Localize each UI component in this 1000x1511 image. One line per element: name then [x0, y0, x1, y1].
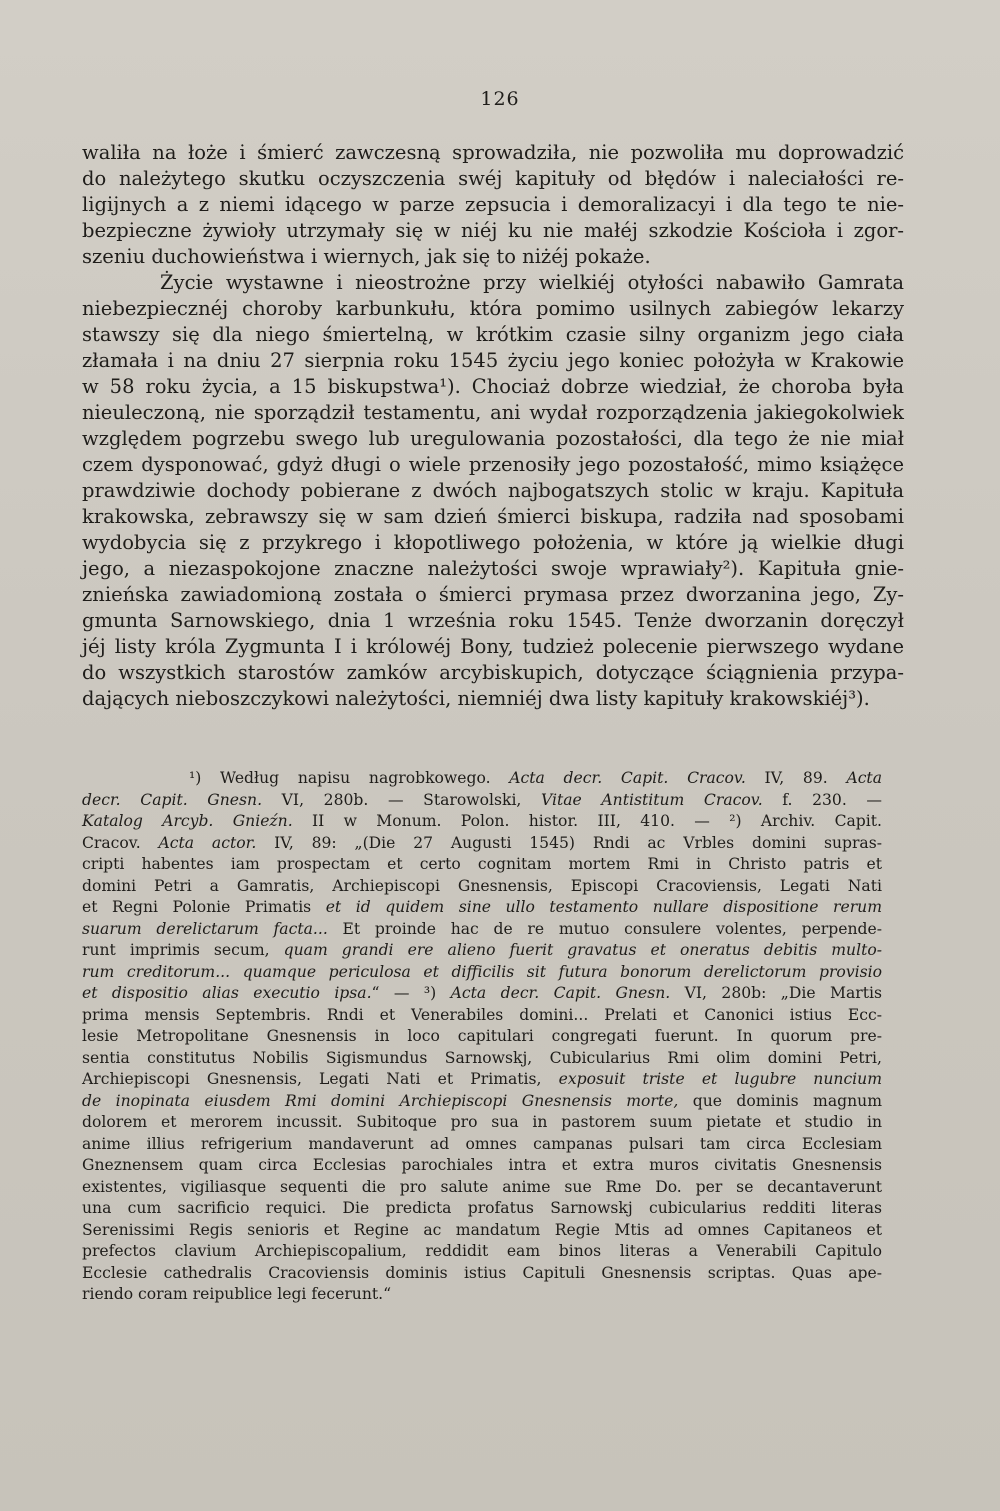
body-line: względem pogrzebu swego lub uregulowania pozostałości, dla tego że nie miał [82, 427, 904, 450]
footnote-line: Serenissimi Regis senioris et Regine ac mandatum Regie Mtis ad omnes Capitaneos et [82, 1220, 882, 1239]
body-line: wydobycia się z przykrego i kłopotliwego położenia, w które ją wielkie długi [82, 531, 904, 554]
footnote-line: lesie Metropolitane Gnesnensis in loco capitulari congregati fuerunt. In quorum pre- [82, 1027, 882, 1045]
footnote-line: decr. Capit. Gnesn. VI, 280b. — Starowolski, Vitae Antistitum Cracov. f. 230. — [82, 790, 882, 809]
footnote-line: ¹) Według napisu nagrobkowego. Acta decr. Capit. Cracov. IV, 89. Acta [189, 769, 882, 787]
footnote-line: prefectos clavium Archiepiscopalium, reddidit eam binos literas a Venerabili Capitulo [82, 1242, 882, 1260]
body-line: w 58 roku życia, a 15 biskupstwa¹). Chociaż dobrze wiedział, że choroba była [82, 375, 904, 398]
page-number: 126 [480, 88, 520, 110]
body-line: waliła na łoże i śmierć zawczesną sprowadziła, nie pozwoliła mu doprowadzić [82, 141, 904, 164]
body-line: jéj listy króla Zygmunta I i królowéj Bony, tudzież polecenie pierwszego wydane [82, 635, 904, 658]
body-line: złamała i na dniu 27 sierpnia roku 1545 życiu jego koniec położyła w Krakowie [82, 349, 904, 372]
body-line: szeniu duchowieństwa i wiernych, jak się to niżéj pokaże. [82, 245, 651, 268]
footnote-line: dolorem et merorem incussit. Subitoque pro sua in pastorem suum pietate et studio in [82, 1113, 882, 1131]
footnote-line: sentia constitutus Nobilis Sigismundus Sarnowskj, Cubicularius Rmi olim domini Petri, [82, 1048, 882, 1067]
footnote-line: suarum derelictarum facta... Et proinde hac de re mutuo consulere volentes, perpende- [82, 919, 882, 938]
footnote-line: prima mensis Septembris. Rndi et Venerabiles domini... Prelati et Canonici istius Ecc- [82, 1005, 882, 1024]
body-line: ligijnych a z niemi idącego w parze zepsucia i demoralizacyi i dla tego te nie- [82, 193, 904, 216]
body-line: prawdziwie dochody pobierane z dwóch najbogatszych stolic w kraju. Kapituła [82, 479, 904, 502]
footnote-line: domini Petri a Gamratis, Archiepiscopi Gnesnensis, Episcopi Cracoviensis, Legati Nati [82, 876, 882, 895]
body-line: stawszy się dla niego śmiertelną, w krótkim czasie silny organizm jego ciała [82, 323, 904, 346]
footnote-line: anime illius refrigerium mandaverunt ad omnes campanas pulsari tam circa Ecclesiam [82, 1134, 882, 1153]
footnote-line: Gneznensem quam circa Ecclesias parochiales intra et extra muros civitatis Gnesnensis [82, 1156, 882, 1174]
body-line: nieuleczoną, nie sporządził testamentu, ani wydał rozporządzenia jakiegokolwiek [82, 401, 904, 424]
footnote-line: et Regni Polonie Primatis et id quidem sine ullo testamento nullare dispositione rerum [82, 898, 882, 916]
footnote-line: rum creditorum... quamque periculosa et difficilis sit futura bonorum derelictorum provisio [82, 962, 882, 981]
footnote-line: Ecclesie cathedralis Cracoviensis dominis istius Capituli Gnesnensis scriptas. Quas ape- [82, 1263, 882, 1282]
body-line: Życie wystawne i nieostrożne przy wielkiéj otyłości nabawiło Gamrata [160, 271, 904, 294]
body-line: gmunta Sarnowskiego, dnia 1 września roku 1545. Tenże dworzanin doręczył [82, 609, 904, 632]
footnote-line: riendo coram reipublice legi fecerunt.“ [82, 1285, 392, 1303]
footnote-line: de inopinata eiusdem Rmi domini Archiepiscopi Gnesnensis morte, que dominis magnum [82, 1091, 882, 1110]
body-line: krakowska, zebrawszy się w sam dzień śmierci biskupa, radziła nad sposobami [82, 505, 904, 528]
footnote-line: Cracov. Acta actor. IV, 89: „(Die 27 Augusti 1545) Rndi ac Vrbles domini supras- [82, 833, 882, 852]
body-line: niebezpiecznéj choroby karbunkułu, która pomimo usilnych zabiegów lekarzy [82, 297, 904, 320]
footnote-line: runt imprimis secum, quam grandi ere alieno fuerit gravatus et oneratus debitis multo- [82, 941, 882, 959]
footnote-line: Katalog Arcyb. Gnieźn. II w Monum. Polon. histor. III, 410. — ²) Archiv. Capit. [82, 812, 882, 830]
main-text [82, 140, 904, 712]
footnote-line: una cum sacrificio requici. Die predicta profatus Sarnowskj cubicularius redditi literas [82, 1199, 882, 1217]
footnote-line: et dispositio alias executio ipsa.“ — ³) Acta decr. Capit. Gnesn. VI, 280b: „Die Martis [82, 984, 882, 1002]
footnote-line: Archiepiscopi Gnesnensis, Legati Nati et Primatis, exposuit triste et lugubre nuncium [82, 1070, 882, 1088]
body-line: znieńska zawiadomioną została o śmierci prymasa przez dworzanina jego, Zy- [82, 583, 904, 606]
body-line: do należytego skutku oczyszczenia swéj kapituły od błędów i naleciałości re- [82, 167, 904, 190]
footnotes [82, 768, 882, 1306]
footnote-line: existentes, vigiliasque sequenti die pro salute anime sue Rme Do. per se decantaverunt [82, 1177, 882, 1196]
body-line: czem dysponować, gdyż długi o wiele przenosiły jego pozostałość, mimo książęce [82, 453, 904, 476]
body-line: bezpieczne żywioły utrzymały się w niéj ku nie małéj szkodzie Kościoła i zgor- [82, 219, 904, 242]
body-line: do wszystkich starostów zamków arcybiskupich, dotyczące ściągnienia przypa- [82, 661, 904, 684]
footnote-line: cripti habentes iam prospectam et certo cognitam mortem Rmi in Christo patris et [82, 855, 882, 873]
body-line: dających nieboszczykowi należytości, niemniéj dwa listy kapituły krakowskiéj³). [82, 687, 870, 710]
body-line: jego, a niezaspokojone znaczne należytości swoje wprawiały²). Kapituła gnie- [82, 557, 904, 580]
